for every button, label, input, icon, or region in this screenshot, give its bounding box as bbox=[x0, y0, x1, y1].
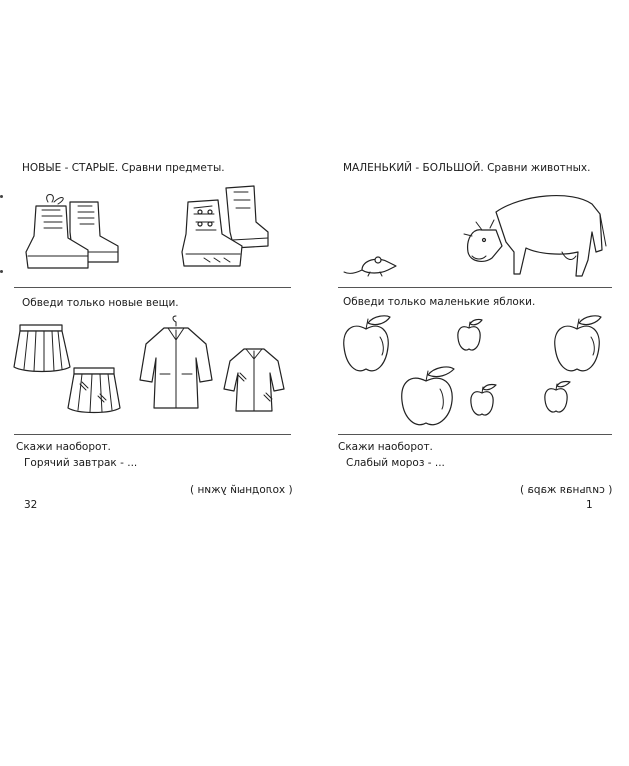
small-apple-illustration bbox=[470, 383, 498, 417]
new-coat-illustration bbox=[140, 314, 212, 410]
right-task3-title: Скажи наоборот. bbox=[338, 441, 433, 453]
left-answer-mirrored bbox=[190, 485, 293, 496]
old-skirt-illustration bbox=[68, 366, 120, 414]
right-task1-title: МАЛЕНЬКИЙ - БОЛЬШОЙ. Сравни животных. bbox=[343, 162, 591, 174]
left-task2-title: Обведи только новые вещи. bbox=[22, 297, 179, 309]
right-page-number: 1 bbox=[586, 499, 593, 511]
new-skirt-illustration bbox=[14, 323, 70, 373]
right-answer-text: ( сильная жара ) bbox=[520, 484, 613, 496]
left-page-number: 32 bbox=[24, 499, 38, 511]
big-apple-illustration bbox=[400, 363, 456, 429]
left-task3-prompt: Горячий завтрак - ... bbox=[24, 457, 138, 469]
cow-illustration bbox=[462, 190, 606, 278]
right-task3-prompt: Слабый мороз - ... bbox=[346, 457, 445, 469]
old-boots-illustration bbox=[180, 182, 268, 270]
left-divider-1 bbox=[14, 287, 291, 288]
left-answer-text: ( холодный ужин ) bbox=[190, 484, 293, 496]
mouse-illustration bbox=[344, 254, 396, 276]
small-apple-illustration bbox=[544, 380, 572, 414]
big-apple-illustration bbox=[342, 313, 390, 375]
right-answer-mirrored bbox=[520, 485, 612, 496]
left-divider-2 bbox=[14, 434, 291, 435]
edge-mark bbox=[0, 270, 3, 273]
edge-mark bbox=[0, 195, 3, 198]
right-divider-1 bbox=[338, 287, 612, 288]
new-boots-illustration bbox=[22, 192, 120, 270]
right-divider-2 bbox=[338, 434, 612, 435]
left-task3-title: Скажи наоборот. bbox=[16, 441, 111, 453]
small-apple-illustration bbox=[457, 318, 483, 352]
left-task1-title: НОВЫЕ - СТАРЫЕ. Сравни предметы. bbox=[22, 162, 225, 174]
right-task2-title: Обведи только маленькие яблоки. bbox=[343, 296, 536, 308]
old-coat-illustration bbox=[224, 345, 284, 413]
big-apple-illustration bbox=[553, 313, 603, 377]
